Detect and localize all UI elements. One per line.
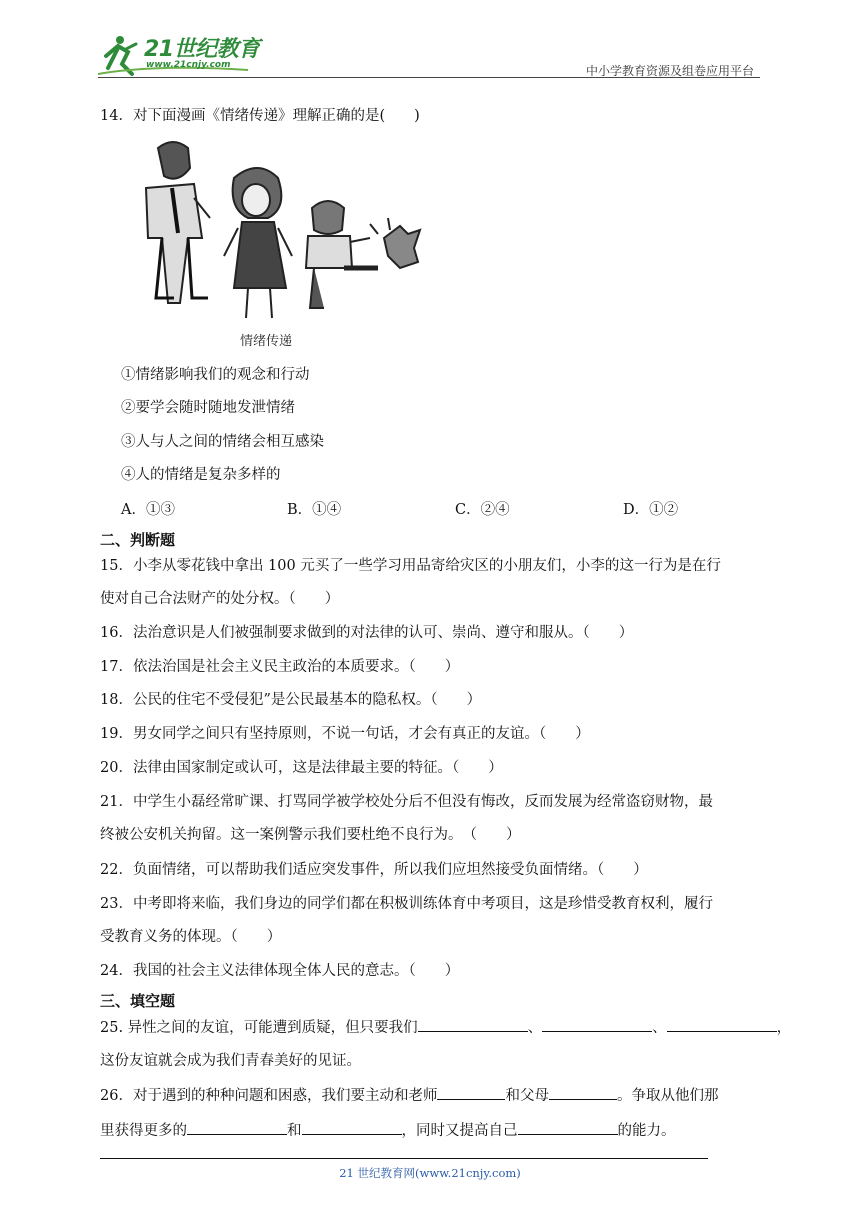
- question-21-line-2: 终被公安机关拘留。这一案例警示我们要杜绝不良行为。 （ ）: [100, 827, 521, 843]
- option-c: C．②④: [455, 502, 510, 518]
- logo-text: 21世纪教育: [144, 37, 260, 62]
- blank-25-3[interactable]: [667, 1017, 777, 1032]
- footer-divider: [100, 1158, 708, 1159]
- question-14-stem: 14．对下面漫画《情绪传递》理解正确的是( ): [100, 108, 420, 124]
- blank-25-2[interactable]: [542, 1017, 652, 1032]
- emotion-transfer-cartoon: [138, 138, 424, 353]
- question-18: 18．公民的住宅不受侵犯”是公民最基本的隐私权。（ ）: [100, 692, 482, 708]
- question-25-line-1: 25. 异性之间的友谊，可能遭到质疑，但只要我们 、 、 ，: [100, 1017, 791, 1038]
- statement-3: ③人与人之间的情绪会相互感染: [121, 434, 324, 450]
- question-25-line-2: 这份友谊就会成为我们青春美好的见证。: [100, 1053, 361, 1069]
- blank-26-1[interactable]: [437, 1085, 505, 1100]
- option-d: D．①②: [623, 502, 679, 518]
- section-3-title: 三、填空题: [100, 992, 176, 1010]
- section-2-title: 二、判断题: [100, 531, 176, 549]
- question-22: 22．负面情绪，可以帮助我们适应突发事件，所以我们应坦然接受负面情绪。（ ）: [100, 862, 648, 878]
- option-b: B．①④: [287, 502, 342, 518]
- question-26-line-2: 里获得更多的 和 ，同时又提高自己 的能力。: [100, 1120, 676, 1141]
- footer-text[interactable]: 21 世纪教育网(www.21cnjy.com): [339, 1166, 521, 1180]
- question-25-text: 25. 异性之间的友谊，可能遭到质疑，但只要我们: [100, 1020, 418, 1036]
- page-header: [98, 30, 760, 80]
- blank-25-1[interactable]: [418, 1017, 528, 1032]
- option-a: A．①③: [121, 502, 175, 518]
- question-26-text: 26．对于遇到的种种问题和困惑，我们要主动和老师: [100, 1088, 438, 1104]
- statement-4: ④人的情绪是复杂多样的: [121, 467, 281, 483]
- question-23-line-1: 23．中考即将来临，我们身边的同学们都在积极训练体育中考项目，这是珍惜受教育权利，履行: [100, 896, 713, 912]
- blank-26-5[interactable]: [518, 1120, 618, 1135]
- question-21-line-1: 21．中学生小磊经常旷课、打骂同学被学校处分后不但没有悔改，反而发展为经常盗窃财物，最: [100, 794, 713, 810]
- question-20: 20．法律由国家制定或认可，这是法律最主要的特征。（ ）: [100, 760, 503, 776]
- question-16: 16．法治意识是人们被强制要求做到的对法律的认可、崇尚、遵守和服从。（ ）: [100, 625, 634, 641]
- blank-26-4[interactable]: [302, 1120, 402, 1135]
- blank-26-3[interactable]: [187, 1120, 287, 1135]
- question-15-line-1: 15．小李从零花钱中拿出 100 元买了一些学习用品寄给灾区的小朋友们，小李的这一行为是在行: [100, 558, 721, 574]
- header-divider: [98, 77, 760, 78]
- logo-url: www.21cnjy.com: [146, 60, 231, 70]
- blank-26-2[interactable]: [549, 1085, 617, 1100]
- header-platform-text: 中小学教育资源及组卷应用平台: [585, 64, 754, 78]
- question-23-line-2: 受教育义务的体现。（ ）: [100, 929, 282, 945]
- question-26-line-1: 26．对于遇到的种种问题和困惑，我们要主动和老师 和父母 。争取从他们那: [100, 1085, 718, 1106]
- statement-2: ②要学会随时随地发泄情绪: [121, 400, 295, 416]
- statement-1: ①情绪影响我们的观念和行动: [121, 367, 310, 383]
- question-19: 19．男女同学之间只有坚持原则，不说一句话，才会有真正的友谊。（ ）: [100, 726, 590, 742]
- question-15-line-2: 使对自己合法财产的处分权。（ ）: [100, 591, 340, 607]
- question-17: 17．依法治国是社会主义民主政治的本质要求。（ ）: [100, 659, 460, 675]
- question-24: 24．我国的社会主义法律体现全体人民的意志。（ ）: [100, 963, 460, 979]
- cartoon-caption: 情绪传递: [240, 334, 293, 349]
